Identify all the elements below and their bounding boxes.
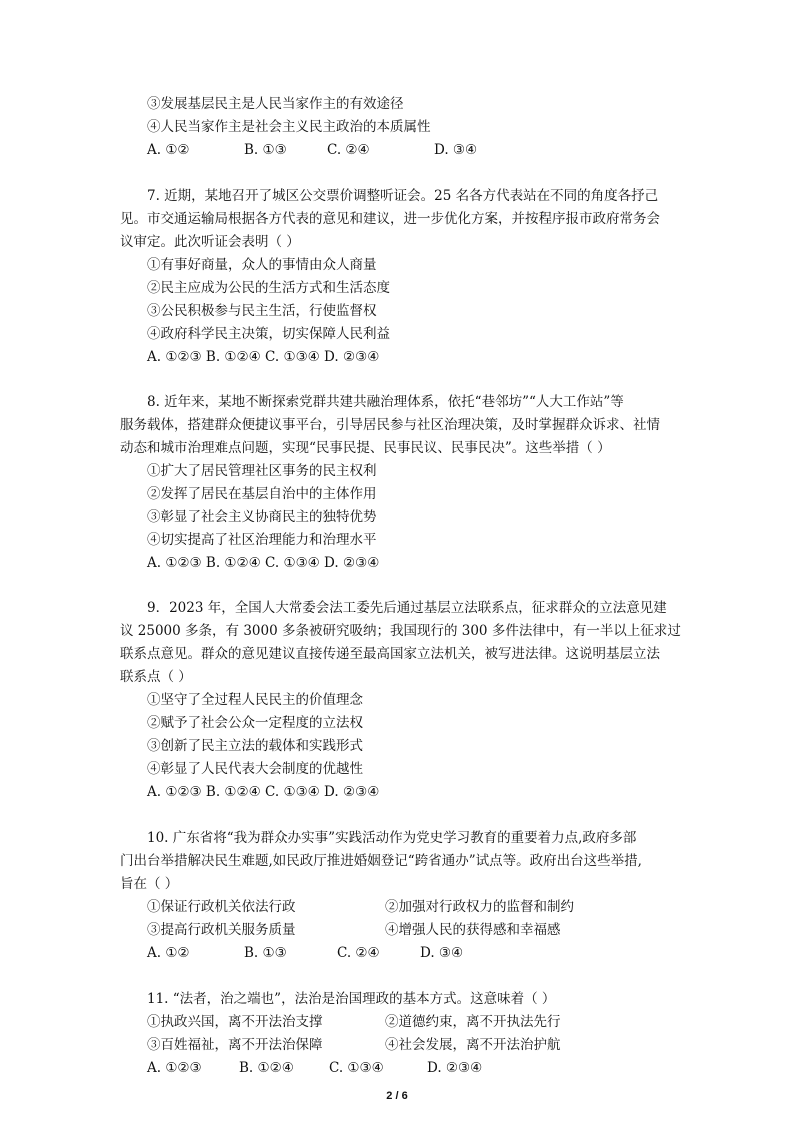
q11-choice-d: D. ②③④ bbox=[427, 1060, 483, 1076]
q9-option-2: ②赋予了社会公众一定程度的立法权 bbox=[147, 715, 363, 731]
q8-choices: A. ①②③ B. ①②④ C. ①③④ D. ②③④ bbox=[147, 555, 380, 571]
q9-option-3: ③创新了民主立法的载体和实践形式 bbox=[147, 738, 363, 754]
q11-choice-c: C. ①③④ bbox=[329, 1060, 384, 1076]
q9-stem-line-1: 9．2023 年，全国人大常委会法工委先后通过基层立法联系点，征求群众的立法意见建 bbox=[147, 600, 667, 616]
q6-choice-d: D. ③④ bbox=[434, 142, 478, 158]
q9-option-4: ④彰显了人民代表大会制度的优越性 bbox=[147, 761, 363, 777]
q7-option-2: ②民主应成为公民的生活方式和生活态度 bbox=[147, 280, 390, 296]
q8-stem-line-3: 动态和城市治理难点问题，实现“民事民提、民事民议、民事民决”。这些举措（ ） bbox=[120, 440, 611, 456]
q10-option-2: ②加强对行政权力的监督和制约 bbox=[385, 899, 574, 915]
q7-stem-line-1: 7. 近期，某地召开了城区公交票价调整听证会。25 名各方代表站在不同的角度各抒己 bbox=[147, 188, 659, 204]
q6-choice-b: B. ①③ bbox=[244, 142, 287, 158]
q7-option-3: ③公民积极参与民主生活，行使监督权 bbox=[147, 303, 377, 319]
q7-option-1: ①有事好商量，众人的事情由众人商量 bbox=[147, 257, 377, 273]
q10-stem-line-1: 10. 广东省将“我为群众办实事”实践活动作为党史学习教育的重要着力点,政府多部 bbox=[147, 830, 637, 846]
q7-stem-line-3: 议审定。此次听证会表明（ ） bbox=[120, 234, 300, 250]
q10-stem-line-2: 门出台举措解决民生难题,如民政厅推进婚姻登记“跨省通办”试点等。政府出台这些举措, bbox=[120, 853, 642, 869]
q8-option-2: ②发挥了居民在基层自治中的主体作用 bbox=[147, 486, 377, 502]
q11-choice-b: B. ①②④ bbox=[239, 1060, 294, 1076]
q11-option-3: ③百姓福祉，离不开法治保障 bbox=[147, 1037, 323, 1053]
q10-option-3: ③提高行政机关服务质量 bbox=[147, 922, 296, 938]
q11-option-2: ②道德约束，离不开执法先行 bbox=[385, 1014, 561, 1030]
q6-option-3: ③发展基层民主是人民当家作主的有效途径 bbox=[147, 96, 404, 112]
q10-choice-d: D. ③④ bbox=[420, 945, 464, 961]
q9-choices: A. ①②③ B. ①②④ C. ①③④ D. ②③④ bbox=[147, 784, 380, 800]
q10-choice-a: A. ①② bbox=[147, 945, 190, 961]
q6-choice-a: A. ①② bbox=[147, 142, 190, 158]
q10-option-4: ④增强人民的获得感和幸福感 bbox=[385, 922, 561, 938]
q8-option-3: ③彰显了社会主义协商民主的独特优势 bbox=[147, 509, 377, 525]
q11-stem-line-1: 11. “法者，治之端也”，法治是治国理政的基本方式。这意味着（ ） bbox=[147, 991, 556, 1007]
q7-option-4: ④政府科学民主决策，切实保障人民利益 bbox=[147, 326, 390, 342]
q10-choice-b: B. ①③ bbox=[244, 945, 287, 961]
q9-stem-line-4: 联系点（ ） bbox=[120, 669, 192, 685]
q11-option-4: ④社会发展，离不开法治护航 bbox=[385, 1037, 561, 1053]
q10-stem-line-3: 旨在（ ） bbox=[120, 876, 179, 892]
q7-choices: A. ①②③ B. ①②④ C. ①③④ D. ②③④ bbox=[147, 349, 380, 365]
q6-choice-c: C. ②④ bbox=[327, 142, 370, 158]
q11-option-1: ①执政兴国，离不开法治支撑 bbox=[147, 1014, 323, 1030]
q9-option-1: ①坚守了全过程人民民主的价值理念 bbox=[147, 692, 363, 708]
q8-stem-line-1: 8. 近年来，某地不断探索党群共建共融治理体系，依托“巷邻坊”“人大工作站”等 bbox=[147, 394, 624, 410]
q8-option-4: ④切实提高了社区治理能力和治理水平 bbox=[147, 532, 377, 548]
q7-stem-line-2: 见。市交通运输局根据各方代表的意见和建议，进一步优化方案，并按程序报市政府常务会 bbox=[120, 211, 660, 227]
q10-option-1: ①保证行政机关依法行政 bbox=[147, 899, 296, 915]
page-number: 2 / 6 bbox=[386, 1090, 408, 1102]
q10-choice-c: C. ②④ bbox=[337, 945, 380, 961]
q9-stem-line-2: 议 25000 多条，有 3000 多条被研究吸纳；我国现行的 300 多件法律中，有一半以上征求过 bbox=[120, 623, 681, 639]
q8-stem-line-2: 服务载体，搭建群众便捷议事平台，引导居民参与社区治理决策，及时掌握群众诉求、社情 bbox=[120, 417, 660, 433]
q11-choice-a: A. ①②③ bbox=[147, 1060, 202, 1076]
q6-option-4: ④人民当家作主是社会主义民主政治的本质属性 bbox=[147, 119, 431, 135]
q9-stem-line-3: 联系点意见。群众的意见建议直接传递至最高国家立法机关，被写进法律。这说明基层立法 bbox=[120, 646, 660, 662]
q8-option-1: ①扩大了居民管理社区事务的民主权利 bbox=[147, 463, 377, 479]
